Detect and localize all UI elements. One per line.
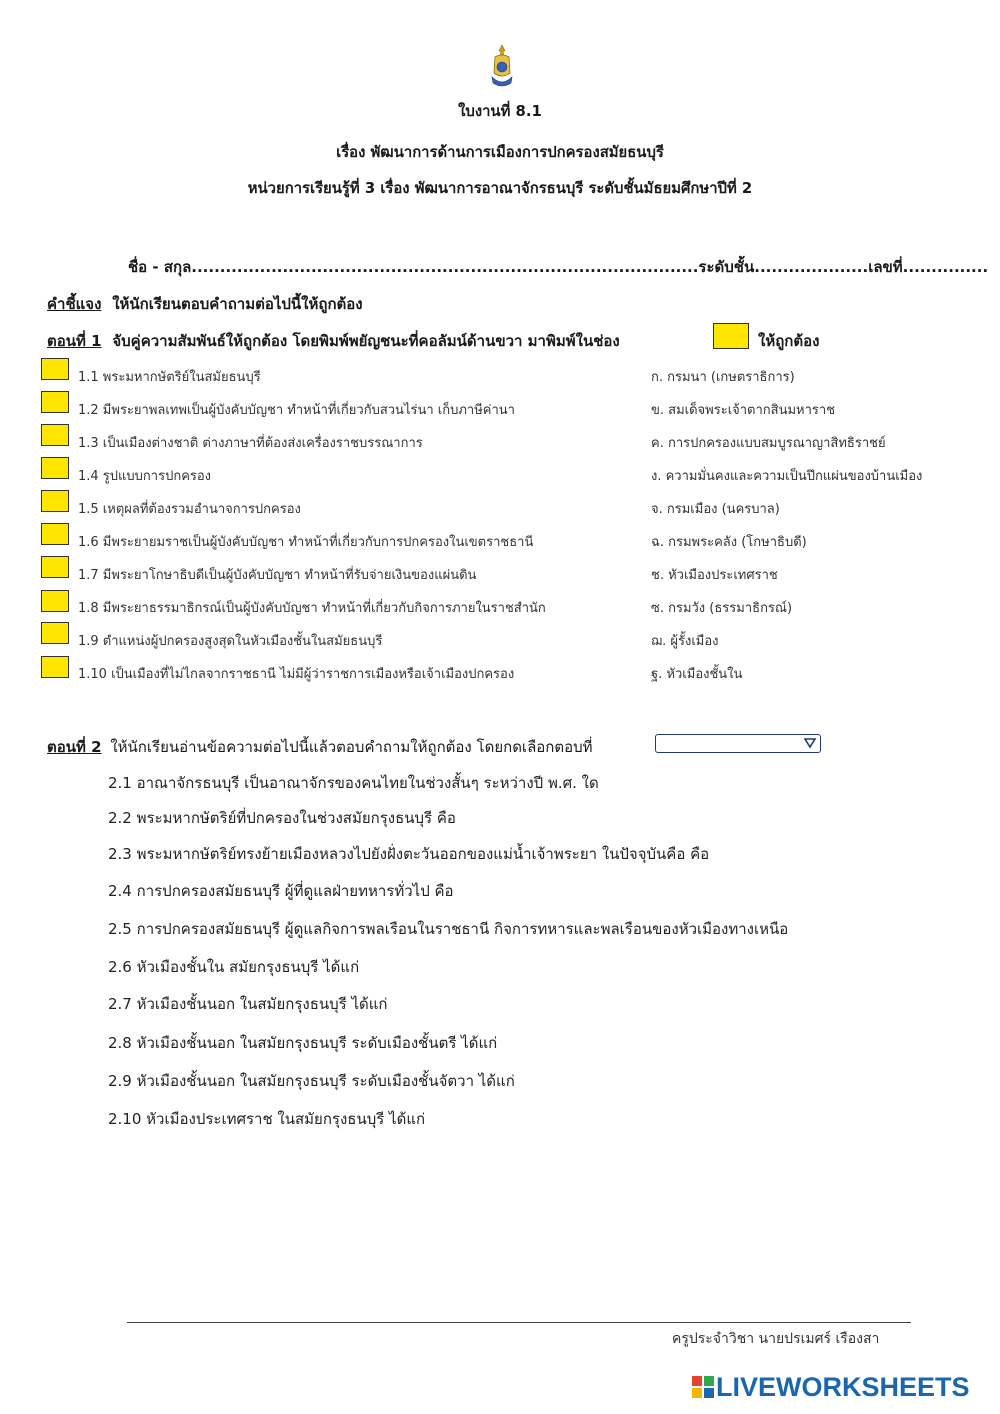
part1-answer-option: ช. หัวเมืองประเทศราช (651, 568, 778, 583)
part2-question: 2.4 การปกครองสมัยธนบุรี ผู้ที่ดูแลฝ่ายทหารทั่วไป คือ (108, 882, 454, 900)
part1-answer-option: ซ. กรมวัง (ธรรมาธิกรณ์) (651, 601, 793, 616)
part1-question: 1.1 พระมหากษัตริย์ในสมัยธนบุรี (78, 370, 261, 385)
part1-question: 1.8 มีพระยาธรรมาธิกรณ์เป็นผู้บังคับบัญชา ทำหน้าที่เกี่ยวกับกิจการภายในราชสำนัก (78, 601, 546, 616)
answer-input-box[interactable] (41, 656, 69, 678)
chevron-down-icon (803, 736, 817, 750)
part2-question: 2.10 หัวเมืองประเทศราช ในสมัยกรุงธนบุรี ได้แก่ (108, 1110, 426, 1128)
part1-answer-option: จ. กรมเมือง (นครบาล) (651, 502, 780, 517)
part2-label: ตอนที่ 2 (47, 738, 102, 756)
part1-question: 1.3 เป็นเมืองต่างชาติ ต่างภาษาที่ต้องส่งเครื่องราชบรรณาการ (78, 436, 423, 451)
answer-input-box[interactable] (41, 590, 69, 612)
answer-input-box[interactable] (41, 523, 69, 545)
answer-input-box[interactable] (41, 391, 69, 413)
part1-question: 1.7 มีพระยาโกษาธิบดีเป็นผู้บังคับบัญชา ทำหน้าที่รับจ่ายเงินของแผ่นดิน (78, 568, 477, 583)
part2-question: 2.6 หัวเมืองชั้นใน สมัยกรุงธนบุรี ได้แก่ (108, 958, 360, 976)
learning-unit: หน่วยการเรียนรู้ที่ 3 เรื่อง พัฒนาการอาณาจักรธนบุรี ระดับชั้นมัธยมศึกษาปีที่ 2 (247, 179, 753, 197)
answer-input-box[interactable] (41, 424, 69, 446)
part1-text-after: ให้ถูกต้อง (758, 332, 820, 350)
part2-heading (47, 735, 593, 759)
student-info-line: ชื่อ - สกุล.........................................................................................ระดับชั้น....................เลขที่............... (128, 258, 989, 276)
school-emblem-icon (489, 43, 515, 89)
part2-question: 2.1 อาณาจักรธนบุรี เป็นอาณาจักรของคนไทยในช่วงสั้นๆ ระหว่างปี พ.ศ. ใด (108, 774, 599, 792)
liveworksheets-brand: LIVEWORKSHEETS (716, 1372, 970, 1402)
part1-heading (47, 329, 620, 353)
example-answer-box (713, 323, 749, 349)
part2-text: ให้นักเรียนอ่านข้อความต่อไปนี้แล้วตอบคำถามให้ถูกต้อง โดยกดเลือกตอบที่ (110, 738, 593, 756)
answer-input-box[interactable] (41, 490, 69, 512)
part1-answer-option: ง. ความมั่นคงและความเป็นปึกแผ่นของบ้านเมือง (651, 469, 923, 484)
teacher-name: ครูประจำวิชา นายปรเมศร์ เรืองสา (672, 1331, 880, 1347)
instruction-text: ให้นักเรียนตอบคำถามต่อไปนี้ให้ถูกต้อง (112, 295, 363, 313)
part1-answer-option: ฌ. ผู้รั้งเมือง (651, 634, 719, 649)
answer-input-box[interactable] (41, 457, 69, 479)
signature-line (127, 1322, 911, 1323)
liveworksheets-logo-icon (692, 1376, 714, 1398)
part1-question: 1.4 รูปแบบการปกครอง (78, 469, 212, 484)
part1-label: ตอนที่ 1 (47, 332, 102, 350)
part1-question: 1.2 มีพระยาพลเทพเป็นผู้บังคับบัญชา ทำหน้าที่เกี่ยวกับสวนไร่นา เก็บภาษีค่านา (78, 403, 515, 418)
part2-question: 2.2 พระมหากษัตริย์ที่ปกครองในช่วงสมัยกรุงธนบุรี คือ (108, 809, 456, 827)
part1-answer-option: ค. การปกครองแบบสมบูรณาญาสิทธิราชย์ (651, 436, 886, 451)
example-dropdown (655, 734, 821, 753)
part1-question: 1.9 ตำแหน่งผู้ปกครองสูงสุดในหัวเมืองชั้นในสมัยธนบุรี (78, 634, 383, 649)
part1-answer-option: ข. สมเด็จพระเจ้าตากสินมหาราช (651, 403, 836, 418)
part2-question: 2.8 หัวเมืองชั้นนอก ในสมัยกรุงธนบุรี ระดับเมืองชั้นตรี ได้แก่ (108, 1034, 498, 1052)
worksheet-number: ใบงานที่ 8.1 (458, 102, 542, 120)
part2-question: 2.3 พระมหากษัตริย์ทรงย้ายเมืองหลวงไปยังฝั่งตะวันออกของแม่น้ำเจ้าพระยา ในปัจจุบันคือ คือ (108, 845, 710, 863)
answer-input-box[interactable] (41, 556, 69, 578)
part1-question: 1.6 มีพระยายมราชเป็นผู้บังคับบัญชา ทำหน้าที่เกี่ยวกับการปกครองในเขตราชธานี (78, 535, 534, 550)
answer-input-box[interactable] (41, 622, 69, 644)
worksheet-topic: เรื่อง พัฒนาการด้านการเมืองการปกครองสมัยธนบุรี (336, 143, 664, 161)
part1-text: จับคู่ความสัมพันธ์ให้ถูกต้อง โดยพิมพ์พยัญชนะที่คอลัมน์ด้านขวา มาพิมพ์ในช่อง (112, 332, 620, 350)
instruction-label: คำชี้แจง (47, 295, 102, 313)
part1-answer-option: ฉ. กรมพระคลัง (โกษาธิบดี) (651, 535, 807, 550)
part1-answer-option: ก. กรมนา (เกษตราธิการ) (651, 370, 795, 385)
part1-answer-option: ฐ. หัวเมืองชั้นใน (651, 667, 743, 682)
part2-question: 2.5 การปกครองสมัยธนบุรี ผู้ดูแลกิจการพลเรือนในราชธานี กิจการทหารและพลเรือนของหัวเมืองทางเหนือ (108, 920, 789, 938)
instruction (47, 292, 363, 316)
part2-question: 2.9 หัวเมืองชั้นนอก ในสมัยกรุงธนบุรี ระดับเมืองชั้นจัตวา ได้แก่ (108, 1072, 515, 1090)
part1-question: 1.10 เป็นเมืองที่ไม่ไกลจากราชธานี ไม่มีผู้ว่าราชการเมืองหรือเจ้าเมืองปกครอง (78, 667, 515, 682)
part1-question: 1.5 เหตุผลที่ต้องรวมอำนาจการปกครอง (78, 502, 301, 517)
part2-question: 2.7 หัวเมืองชั้นนอก ในสมัยกรุงธนบุรี ได้แก่ (108, 995, 388, 1013)
answer-input-box[interactable] (41, 358, 69, 380)
